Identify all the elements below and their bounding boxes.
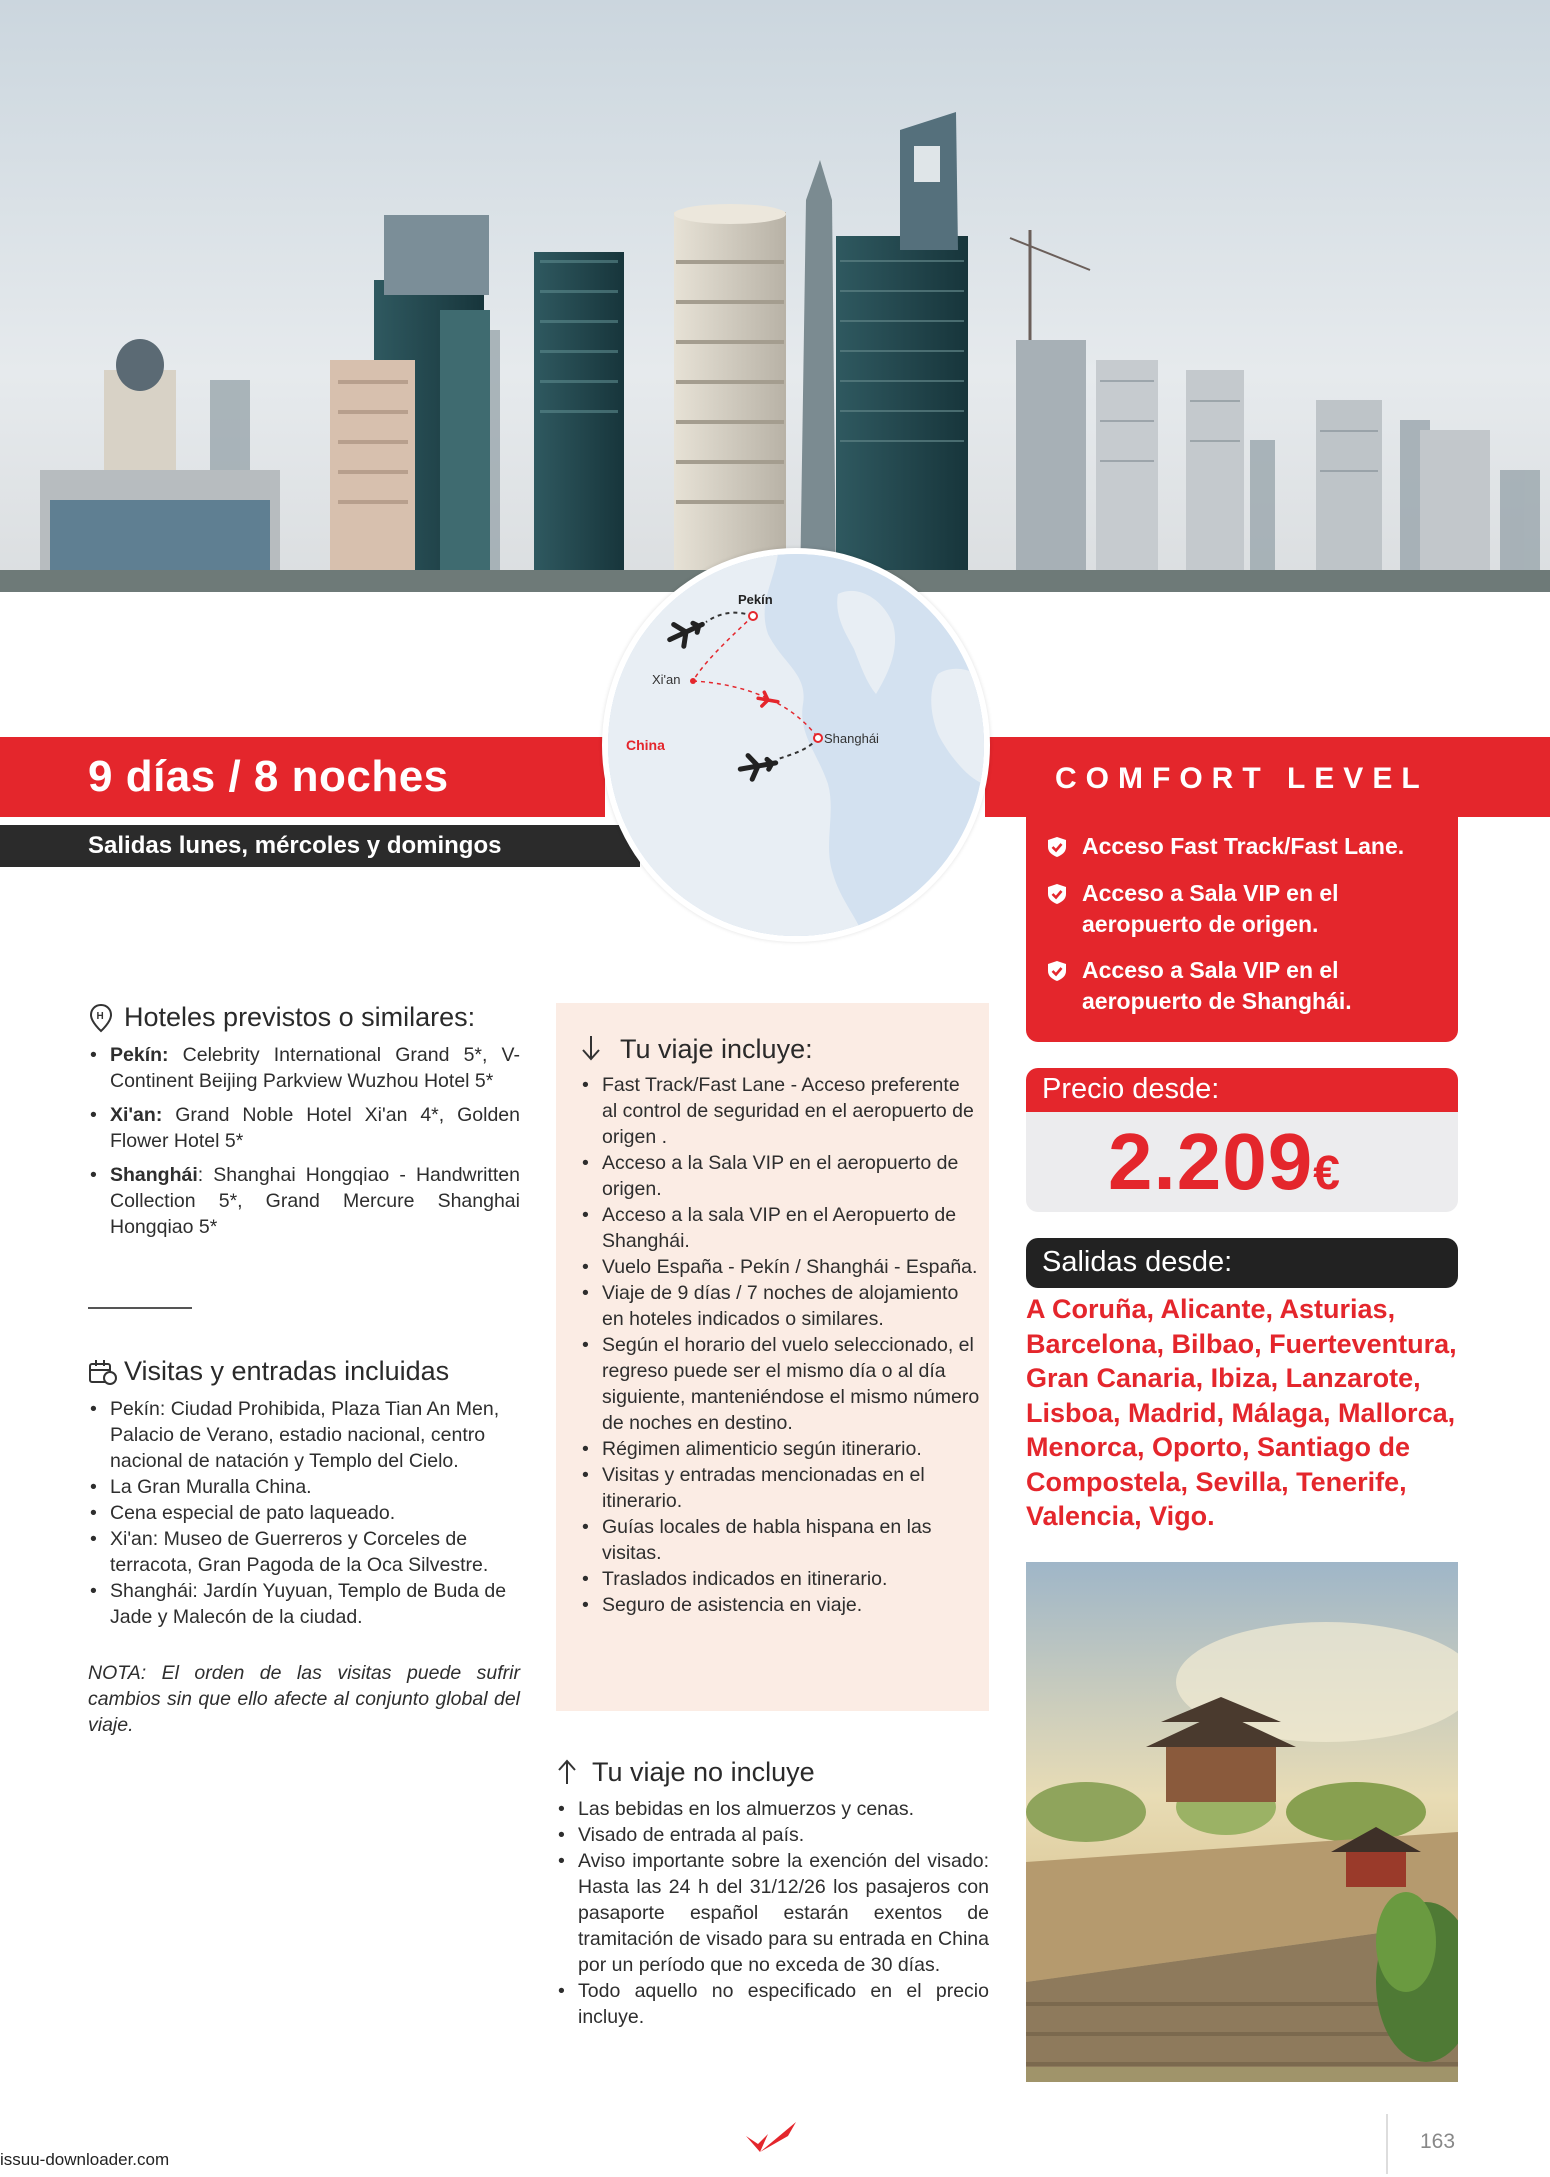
list-item: • Cena especial de pato laqueado. bbox=[88, 1500, 528, 1526]
map-label-xian: Xi'an bbox=[652, 672, 681, 687]
visits-note: NOTA: El orden de las visitas puede sufrir cambios sin que ello afecte al conjunto global del viaje. bbox=[88, 1662, 520, 1736]
map-label-shanghai: Shanghái bbox=[824, 731, 879, 746]
list-item: • Pekín: Celebrity International Grand 5*, V-Continent Beijing Parkview Wuzhou Hotel 5* bbox=[88, 1042, 520, 1094]
trip-duration: 9 días / 8 noches bbox=[88, 752, 449, 801]
svg-text:H: H bbox=[96, 1011, 104, 1022]
not-includes-title: Tu viaje no incluye bbox=[592, 1757, 815, 1787]
list-item: • Guías locales de habla hispana en las visitas. bbox=[580, 1514, 980, 1566]
visits-title: Visitas y entradas incluidas bbox=[124, 1356, 450, 1386]
currency-symbol: € bbox=[1313, 1147, 1341, 1200]
price-amount: 2.209€ bbox=[1108, 1117, 1341, 1206]
list-item: • Aviso importante sobre la exención del visado: Hasta las 24 h del 31/12/26 los pasajeros con pasaporte español estarán exentos de tramitación de visado para su entrada en China por un período que no exceda de 30 días. bbox=[556, 1848, 989, 1978]
skyline-illustration bbox=[0, 0, 1550, 622]
price-label: Precio desde: bbox=[1042, 1073, 1220, 1105]
shield-check-icon bbox=[1046, 836, 1068, 858]
price-box bbox=[1026, 1112, 1458, 1212]
list-item: • La Gran Muralla China. bbox=[88, 1474, 528, 1500]
list-item: • Acceso a la sala VIP en el Aeropuerto de Shanghái. bbox=[580, 1202, 980, 1254]
list-item: • Según el horario del vuelo seleccionado, el regreso puede ser el mismo día o al día siguiente, manteniéndose el mismo número de noches en destino. bbox=[580, 1332, 980, 1436]
visits-list bbox=[88, 1396, 528, 1630]
comfort-level-title: COMFORT LEVEL bbox=[1055, 762, 1429, 795]
hotels-title: Hoteles previstos o similares: bbox=[124, 1002, 476, 1032]
map-label-pekin: Pekín bbox=[738, 592, 773, 607]
list-item: • Pekín: Ciudad Prohibida, Plaza Tian An Men, Palacio de Verano, estadio nacional, centro nacional de natación y Templo del Cielo. bbox=[88, 1396, 528, 1474]
arrow-down-icon bbox=[580, 1034, 602, 1062]
list-item: • Xi'an: Museo de Guerreros y Corceles de terracota, Gran Pagoda de la Oca Silvestre. bbox=[88, 1526, 528, 1578]
comfort-item: Acceso a Sala VIP en el aeropuerto de Shanghái. bbox=[1046, 955, 1446, 1017]
brand-checkmark-logo bbox=[742, 2118, 802, 2158]
list-item: • Traslados indicados en itinerario. bbox=[580, 1566, 980, 1592]
route-map bbox=[602, 548, 990, 942]
list-item: • Acceso a la Sala VIP en el aeropuerto de origen. bbox=[580, 1150, 980, 1202]
page-number-divider bbox=[1386, 2114, 1388, 2174]
list-item: • Viaje de 9 días / 7 noches de alojamiento en hoteles indicados o similares. bbox=[580, 1280, 980, 1332]
source-watermark: issuu-downloader.com bbox=[0, 2150, 170, 2169]
location-pin-icon bbox=[88, 1003, 114, 1033]
list-item: • Xi'an: Grand Noble Hotel Xi'an 4*, Golden Flower Hotel 5* bbox=[88, 1102, 520, 1154]
list-item: • Las bebidas en los almuerzos y cenas. bbox=[556, 1796, 989, 1822]
map-label-china: China bbox=[626, 737, 665, 753]
route-map-graphic bbox=[608, 554, 984, 936]
list-item: • Shanghái: Shanghai Hongqiao - Handwritten Collection 5*, Grand Mercure Shanghai Hongqiao 5* bbox=[88, 1162, 520, 1240]
departure-days: Salidas lunes, mércoles y domingos bbox=[88, 832, 502, 859]
list-item: • Shanghái: Jardín Yuyuan, Templo de Buda de Jade y Malecón de la ciudad. bbox=[88, 1578, 528, 1630]
not-includes-list bbox=[556, 1796, 989, 2030]
price-header bbox=[1026, 1068, 1458, 1112]
xian-wall-illustration bbox=[1026, 1562, 1458, 2082]
shield-check-icon bbox=[1046, 960, 1068, 982]
list-item: • Visitas y entradas mencionadas en el itinerario. bbox=[580, 1462, 980, 1514]
includes-list bbox=[580, 1072, 980, 1618]
list-item: • Visado de entrada al país. bbox=[556, 1822, 989, 1848]
comfort-item: Acceso a Sala VIP en el aeropuerto de origen. bbox=[1046, 878, 1446, 940]
comfort-item: Acceso Fast Track/Fast Lane. bbox=[1046, 831, 1446, 862]
page-number: 163 bbox=[1420, 2130, 1456, 2153]
includes-title: Tu viaje incluye: bbox=[620, 1034, 813, 1064]
list-item: • Régimen alimenticio según itinerario. bbox=[580, 1436, 980, 1462]
comfort-level-box bbox=[1026, 815, 1458, 1042]
departure-cities: A Coruña, Alicante, Asturias, Barcelona, Bilbao, Fuerteventura, Gran Canaria, Ibiza, Lanzarote, Lisboa, Madrid, Málaga, Mallorca, Menorca, Oporto, Santiago de Compostela, Sevilla, Tenerife, Valencia, Vigo. bbox=[1026, 1294, 1457, 1531]
shield-check-icon bbox=[1046, 883, 1068, 905]
arrow-up-icon bbox=[556, 1758, 578, 1786]
section-divider bbox=[88, 1307, 192, 1309]
xian-city-wall-photo bbox=[1026, 1562, 1458, 2082]
hero-skyline-image bbox=[0, 0, 1550, 622]
hotels-list bbox=[88, 1042, 520, 1240]
departures-header bbox=[1026, 1238, 1458, 1288]
list-item: • Vuelo España - Pekín / Shanghái - España. bbox=[580, 1254, 980, 1280]
list-item: • Seguro de asistencia en viaje. bbox=[580, 1592, 980, 1618]
list-item: • Todo aquello no especificado en el precio incluye. bbox=[556, 1978, 989, 2030]
list-item: • Fast Track/Fast Lane - Acceso preferente al control de seguridad en el aeropuerto de origen . bbox=[580, 1072, 980, 1150]
ticket-calendar-icon bbox=[88, 1358, 118, 1386]
departures-label: Salidas desde: bbox=[1042, 1246, 1233, 1278]
